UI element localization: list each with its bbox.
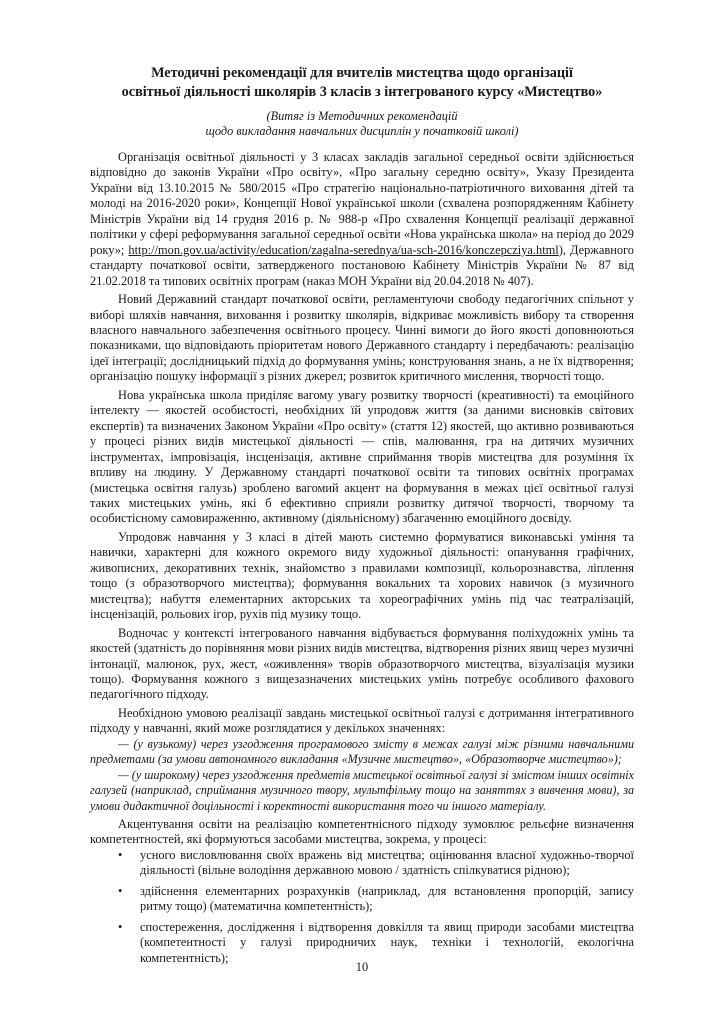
paragraph-legal-basis-text: Організація освітньої діяльності у 3 класах закладів загальної середньої освіти здійснюється відповідно до законів України «Про освіту», «Про загальну середню освіту», Указу Президента України від 13.10.2015 № 580/2015 «Про стратегію національно-патріотичного виховання дітей та молоді на 2016-2020 роки», Концепції Нової української школи (схвалена розпорядженням Кабінету Міністрів України від 14 грудня 2016 р. № 988-р «Про схвалення Концепції реалізації державної політики у сфері реформування загальної середньої освіти «Нова українська школа» на період до 2029 року»; <box>90 150 634 257</box>
list-item <box>114 884 634 915</box>
paragraph-state-standard: Новий Державний стандарт початкової освіти, регламентуючи свободу педагогічних спільнот у виборі шляхів навчання, виховання і розвитку школярів, відкриває можливість вибору та створення власного навчального забезпечення освітнього процесу. Чинні вимоги до його якості доповнюються показниками, що відповідають пріоритетам нового Державного стандарту і передбачають: реалізацію ідеї інтеграції; дослідницький підхід до формування умінь; конструювання знань, а не їх відтворення; організацію пошуку інформації з різних джерел; розвиток критичного мислення, творчості тощо. <box>90 292 634 384</box>
title-line-1: Методичні рекомендації для вчителів мистецтва щодо організації <box>151 65 573 81</box>
bullet-icon: • <box>118 883 123 898</box>
paragraph-integrative-approach: Необхідною умовою реалізації завдань мистецької освітньої галузі є дотримання інтегративного підходу у навчанні, який може розглядатися у декількох значеннях: <box>90 705 634 736</box>
list-item-text: здійснення елементарних розрахунків (наприклад, для встановлення пропорцій, запису ритму тощо) (математична компетентність); <box>140 883 634 914</box>
document-subtitle <box>90 109 634 139</box>
paragraph-broad-meaning: — (у широкому) через узгодження предметів мистецької освітньої галузі зі змістом інших освітніх галузей (наприклад, сприймання музичного твору, мультфільму тощо на заняттях з вивчення мови), за умови дидактичної доцільності і коректності використання того чи іншого матеріалу. <box>90 767 634 813</box>
document-body <box>90 150 634 971</box>
page-number: 10 <box>355 960 369 974</box>
subtitle-line-1: (Витяг із Методичних рекомендацій <box>266 109 458 123</box>
competences-list <box>90 848 634 966</box>
list-item <box>114 848 634 879</box>
paragraph-narrow-meaning: — (у вузькому) через узгодження програмового змісту в межах галузі між різними навчальними предметами (за умови автономного викладання «Музичне мистецтво», «Образотворче мистецтво»); <box>90 736 634 767</box>
title-line-2: освітньої діяльності школярів 3 класів з інтегрованого курсу «Мистецтво» <box>121 84 603 100</box>
paragraph-integration: Водночас у контексті інтегрованого навчання відбувається формування поліхудожніх умінь та якостей (здатність до порівняння мови різних видів мистецтва, відтворення різних явищ через музичні інтонації, малюнок, рух, жест, «оживлення» творів образотворчого мистецтва, візуалізація музики тощо). Формування кожного з вищезазначених мистецьких умінь потребує особливого фахового педагогічного підходу. <box>90 625 634 702</box>
paragraph-competences: Акцентування освіти на реалізацію компетентнісного підходу зумовлює рельєфне визначення компетентностей, які формуються засобами мистецтва, зокрема, у процесі: <box>90 817 634 847</box>
bullet-icon: • <box>118 847 123 862</box>
list-item-text: спостереження, дослідження і відтворення довкілля та явищ природи засобами мистецтва (компетентності у галузі природничих наук, техніки і технологій, екологічна компетентність); <box>140 919 634 965</box>
subtitle-line-2: щодо викладання навчальних дисциплін у початковій школі) <box>205 124 519 138</box>
paragraph-creativity: Нова українська школа приділяє вагому увагу розвитку творчості (креативності) та емоційного інтелекту — якостей особистості, необхідних їй упродовж життя (за даними висновків світових експертів) та визначених Законом України «Про освіту» (стаття 12) якостей, що активно розвиваються у процесі різних видів мистецької діяльності — спів, малювання, гра на дитячих музичних інструментах, імпровізація, інсценізація, активне сприймання творів мистецтва для розуміння їх впливу на людину. У Державному стандарті початкової освіти та типових освітніх програмах (мистецька освітня галузь) зроблено вагомий акцент на формування в межах цієї освітньої галузі таких мистецьких умінь, які б ефективно сприяли розвитку дитячої творчості, творчому та особистісному самовираженню, активному (діяльнісному) збагаченню емоційного досвіду. <box>90 387 634 526</box>
bullet-icon: • <box>118 919 123 934</box>
paragraph-legal-basis-text-end: ), Державного стандарту початкової освіти, затвердженого постановою Кабінету Міністрів України № 87 від 21.02.2018 та типових освітніх програм (наказ МОН України від 20.04.2018 № 407). <box>90 242 634 288</box>
list-item-text: усного висловлювання своїх вражень від мистецтва; оцінювання власної художньо-творчої діяльності (вільне володіння державною мовою / здатність спілкуватися рідною); <box>140 847 634 878</box>
document-title <box>90 64 634 102</box>
concept-nus-link[interactable]: http://mon.gov.ua/activity/education/zagalna-serednya/ua-sch-2016/konczepcziya.html <box>128 242 559 257</box>
paragraph-legal-basis <box>90 150 634 289</box>
paragraph-skills: Упродовж навчання у 3 класі в дітей мають системно формуватися виконавські уміння та навички, характерні для кожного окремого виду художньої діяльності: опанування графічних, живописних, декоративних технік, знайомство з правилами композиції, кольорознавства, ліплення тощо (з образотворчого мистецтва); формування вокальних та хорових навичок (з музичного мистецтва); набуття елементарних акторських та хореографічних умінь під час театралізацій, інсценізацій, рольових ігор, рухів під музику тощо. <box>90 529 634 622</box>
